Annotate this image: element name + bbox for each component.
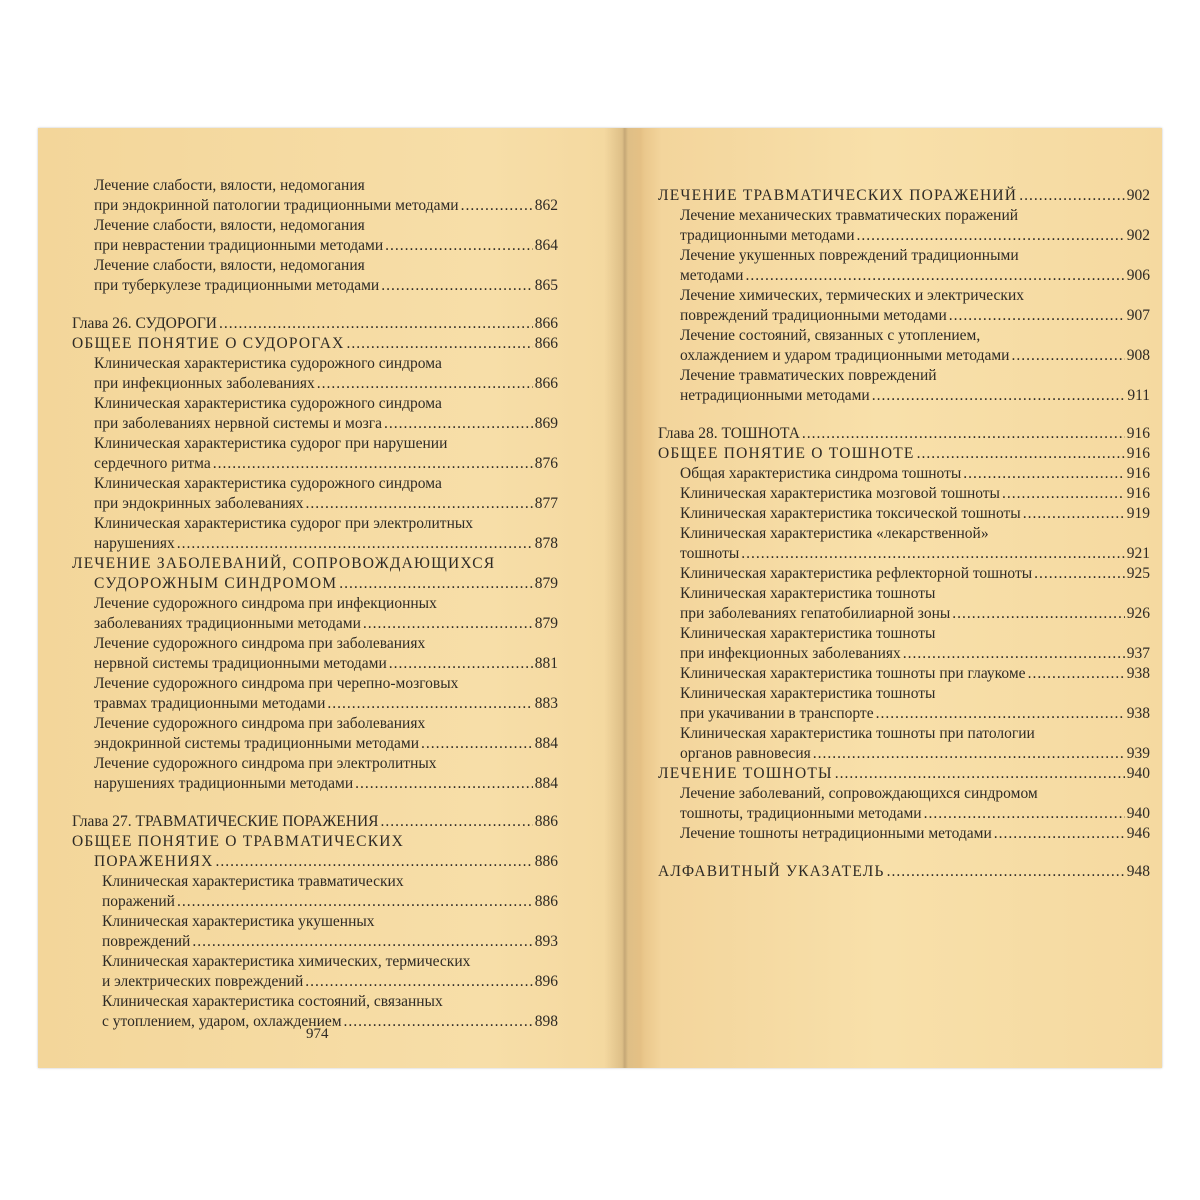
toc-entry-page: 866 [534,335,558,352]
toc-entry-page: 886 [534,853,558,870]
toc-entry-title: Лечение заболеваний, сопровождающихся синдромом [680,785,1038,802]
toc-entry-page: 881 [534,655,558,672]
toc-entry [72,494,558,514]
toc-entry-title: при инфекционных заболеваниях [680,645,901,662]
toc-entry-title: при неврастении традиционными методами [94,237,384,254]
toc-entry-page: 896 [534,973,558,990]
toc-entry [72,972,558,992]
toc-leader-dots [741,544,1124,564]
toc-entry [72,852,558,872]
toc-entry [72,574,558,594]
toc-entry [72,654,558,674]
toc-entry [72,554,558,574]
toc-leader-dots [1034,564,1125,584]
toc-entry [658,206,1150,226]
toc-entry-title: Клиническая характеристика мозговой тошноты [680,485,1000,502]
toc-entry-page: 925 [1126,565,1150,582]
toc-leader-dots [389,654,533,674]
toc-leader-dots [917,444,1125,464]
toc-entry-page: 940 [1126,765,1150,782]
toc-entry [658,346,1150,366]
toc-entry-title: Клиническая характеристика травматических [102,873,404,890]
toc-entry [658,824,1150,844]
toc-entry-page: 921 [1126,545,1150,562]
toc-leader-dots [994,824,1125,844]
toc-entry [658,424,1150,444]
toc-entry-title: Клиническая характеристика тошноты при глаукоме [680,665,1026,682]
toc-entry-title: Клиническая характеристика токсической тошноты [680,505,1021,522]
toc-leader-dots [887,862,1125,882]
toc-entry-page: 937 [1126,645,1150,662]
toc-entry [658,804,1150,824]
toc-entry [658,564,1150,584]
toc-entry-page: 877 [534,495,558,512]
toc-entry-title: при туберкулезе традиционными методами [94,277,380,294]
toc-entry [72,314,558,334]
toc-entry [72,394,558,414]
toc-entry-title: ЛЕЧЕНИЕ ЗАБОЛЕВАНИЙ, СОПРОВОЖДАЮЩИХСЯ [72,555,496,572]
toc-entry-page: 884 [534,775,558,792]
toc-entry-title: ОБЩЕЕ ПОНЯТИЕ О ТОШНОТЕ [658,445,915,462]
toc-leader-dots [305,972,533,992]
toc-entry [658,544,1150,564]
toc-entry [658,624,1150,644]
toc-entry-title: Лечение судорожного синдрома при заболеваниях [94,715,426,732]
toc-entry-title: тошноты [680,545,740,562]
page-number: 974 [306,1026,329,1042]
toc-entry-title: Клиническая характеристика судорожного синдрома [94,355,442,372]
toc-leader-dots [306,494,533,514]
toc-entry-title: эндокринной системы традиционными методами [94,735,420,752]
toc-entry-page: 919 [1126,505,1150,522]
toc-entry-page: 879 [534,575,558,592]
toc-entry [72,812,558,832]
toc-entry-title: ОБЩЕЕ ПОНЯТИЕ О СУДОРОГАХ [72,335,345,352]
toc-entry [72,892,558,912]
toc-entry [72,694,558,714]
toc-entry [72,334,558,354]
toc-entry-page: 869 [534,415,558,432]
toc-entry [658,704,1150,724]
toc-entry-page: 862 [534,197,558,214]
toc-entry-page: 911 [1127,387,1150,404]
toc-entry-page: 865 [534,277,558,294]
toc-entry-title: нетрадиционными методами [680,387,870,404]
toc-entry [658,386,1150,406]
toc-entry [658,246,1150,266]
toc-entry-title: Клиническая характеристика тошноты [680,585,936,602]
toc-entry-page: 876 [534,455,558,472]
toc-entry-title: и электрических повреждений [102,973,304,990]
toc-entry [72,434,558,454]
toc-entry-title: АЛФАВИТНЫЙ УКАЗАТЕЛЬ [658,863,885,880]
toc-entry-title: нарушениях [94,535,175,552]
toc-entry-page: 938 [1126,705,1150,722]
toc-entry-title: Лечение укушенных повреждений традиционными [680,247,1019,264]
toc-leader-dots [385,236,533,256]
toc-entry-title: Клиническая характеристика рефлекторной тошноты [680,565,1033,582]
toc-entry-title: Лечение слабости, вялости, недомогания [94,257,365,274]
toc-entry-page: 938 [1126,665,1150,682]
toc-entry [658,524,1150,544]
toc-entry-page: 866 [534,315,558,332]
toc-entry-title: при укачивании в транспорте [680,705,874,722]
toc-entry-page: 916 [1126,425,1150,442]
toc-entry [658,484,1150,504]
toc-entry [72,614,558,634]
section-gap [72,794,558,812]
toc-entry-title: Клиническая характеристика тошноты при патологии [680,725,1035,742]
table-of-contents-left [72,176,558,1032]
toc-leader-dots [1011,346,1124,366]
section-gap [72,296,558,314]
toc-entry [72,594,558,614]
toc-leader-dots [192,932,532,952]
toc-leader-dots [963,464,1124,484]
toc-entry [72,374,558,394]
toc-entry-title: при заболеваниях нервной системы и мозга [94,415,382,432]
toc-entry [72,774,558,794]
toc-entry-page: 908 [1126,347,1150,364]
toc-entry [658,862,1150,882]
toc-entry-title: Клиническая характеристика «лекарственной» [680,525,989,542]
toc-entry [72,634,558,654]
toc-entry-title: ЛЕЧЕНИЕ ТРАВМАТИЧЕСКИХ ПОРАЖЕНИЙ [658,187,1018,204]
toc-entry [658,286,1150,306]
toc-entry-title: охлаждением и ударом традиционными методами [680,347,1010,364]
toc-entry [72,276,558,296]
toc-leader-dots [219,314,533,334]
toc-entry-title: ПОРАЖЕНИЯХ [94,853,214,870]
toc-entry [658,744,1150,764]
toc-leader-dots [381,276,533,296]
section-gap [658,406,1150,424]
toc-entry [658,366,1150,386]
toc-entry-title: Лечение судорожного синдрома при заболеваниях [94,635,426,652]
toc-entry-title: Клиническая характеристика тошноты [680,685,936,702]
toc-entry-title: Лечение состояний, связанных с утоплением, [680,327,981,344]
toc-leader-dots [903,644,1125,664]
toc-leader-dots [421,734,533,754]
toc-leader-dots [347,334,533,354]
toc-entry-title: Лечение тошноты нетрадиционными методами [680,825,992,842]
toc-entry-page: 916 [1126,485,1150,502]
toc-entry [72,872,558,892]
toc-entry [658,684,1150,704]
toc-entry [72,196,558,216]
toc-entry-page: 907 [1126,307,1150,324]
toc-leader-dots [745,266,1124,286]
toc-entry-page: 878 [534,535,558,552]
toc-entry-page: 902 [1126,187,1150,204]
toc-entry-title: Лечение судорожного синдрома при инфекционных [94,595,437,612]
toc-entry-title: Клиническая характеристика судорожного синдрома [94,395,442,412]
toc-entry-title: ЛЕЧЕНИЕ ТОШНОТЫ [658,765,833,782]
toc-entry-page: 940 [1126,805,1150,822]
toc-entry [658,326,1150,346]
toc-leader-dots [1019,186,1125,206]
toc-entry [658,664,1150,684]
toc-entry-page: 879 [534,615,558,632]
toc-entry [658,724,1150,744]
toc-entry-page: 939 [1126,745,1150,762]
toc-entry-page: 916 [1126,445,1150,462]
toc-leader-dots [872,386,1126,406]
toc-entry [72,256,558,276]
toc-entry [72,734,558,754]
toc-entry [658,306,1150,326]
toc-entry-title: Лечение слабости, вялости, недомогания [94,177,365,194]
toc-leader-dots [177,892,533,912]
toc-entry [72,912,558,932]
toc-entry-title: Лечение травматических повреждений [680,367,937,384]
toc-entry-title: повреждений [102,933,191,950]
toc-entry-title: органов равновесия [680,745,811,762]
toc-entry [658,784,1150,804]
toc-entry-title: ОБЩЕЕ ПОНЯТИЕ О ТРАВМАТИЧЕСКИХ [72,833,405,850]
toc-entry [72,414,558,434]
toc-entry-title: Лечение механических травматических поражений [680,207,1019,224]
toc-leader-dots [952,604,1124,624]
toc-leader-dots [384,414,533,434]
toc-leader-dots [213,454,533,474]
toc-entry-title: Клиническая характеристика тошноты [680,625,936,642]
toc-entry [72,714,558,734]
table-of-contents-right [658,186,1150,882]
toc-entry-title: нервной системы традиционными методами [94,655,387,672]
toc-entry-title: традиционными методами [680,227,855,244]
toc-entry-title: Клиническая характеристика судорожного синдрома [94,475,442,492]
section-gap [658,844,1150,862]
toc-entry-page: 883 [534,695,558,712]
toc-entry-title: Клиническая характеристика судорог при нарушении [94,435,448,452]
toc-entry-page: 916 [1126,465,1150,482]
toc-entry-title: Клиническая характеристика химических, термических [102,953,471,970]
toc-entry-title: тошноты, традиционными методами [680,805,922,822]
toc-entry [658,604,1150,624]
toc-entry [72,832,558,852]
toc-entry [658,644,1150,664]
toc-leader-dots [876,704,1125,724]
toc-entry [658,464,1150,484]
toc-entry-title: при заболеваниях гепатобилиарной зоны [680,605,951,622]
toc-entry [658,186,1150,206]
toc-entry-title: методами [680,267,744,284]
toc-entry [72,952,558,972]
open-book [38,128,1162,1068]
toc-entry-title: Клиническая характеристика судорог при электролитных [94,515,474,532]
toc-entry [658,504,1150,524]
toc-entry [72,514,558,534]
toc-entry [658,584,1150,604]
toc-entry-page: 886 [534,893,558,910]
toc-entry-title: при инфекционных заболеваниях [94,375,315,392]
toc-entry-title: поражений [102,893,175,910]
toc-leader-dots [339,574,533,594]
toc-leader-dots [381,812,533,832]
toc-entry-title: Общая характеристика синдрома тошноты [680,465,962,482]
toc-entry [658,444,1150,464]
toc-entry-title: Клиническая характеристика состояний, связанных [102,993,443,1010]
toc-leader-dots [216,852,533,872]
toc-entry [72,534,558,554]
toc-leader-dots [344,1012,533,1032]
toc-entry-page: 884 [534,735,558,752]
toc-entry-title: Глава 28. ТОШНОТА [658,425,800,442]
toc-entry [72,236,558,256]
toc-leader-dots [177,534,533,554]
toc-leader-dots [1023,504,1125,524]
toc-entry [72,754,558,774]
toc-entry-title: с утоплением, ударом, охлаждением [102,1013,342,1030]
toc-entry [72,354,558,374]
toc-entry-page: 898 [534,1013,558,1030]
toc-entry-title: Лечение судорожного синдрома при электролитных [94,755,437,772]
toc-entry-title: Клиническая характеристика укушенных [102,913,375,930]
toc-entry-title: при эндокринных заболеваниях [94,495,304,512]
toc-leader-dots [355,774,533,794]
toc-entry [658,764,1150,784]
toc-entry-title: при эндокринной патологии традиционными методами [94,197,459,214]
toc-entry-page: 886 [534,813,558,830]
toc-entry-title: Глава 27. ТРАВМАТИЧЕСКИЕ ПОРАЖЕНИЯ [72,813,379,830]
toc-entry-title: сердечного ритма [94,455,211,472]
toc-entry [72,176,558,196]
toc-entry [658,266,1150,286]
toc-entry [72,674,558,694]
toc-entry-title: травмах традиционными методами [94,695,326,712]
toc-entry-page: 864 [534,237,558,254]
toc-leader-dots [857,226,1125,246]
toc-leader-dots [327,694,532,714]
toc-leader-dots [1002,484,1125,504]
toc-entry [72,474,558,494]
toc-leader-dots [461,196,533,216]
toc-leader-dots [1028,664,1125,684]
toc-entry-page: 902 [1126,227,1150,244]
toc-entry-title: Глава 26. СУДОРОГИ [72,315,217,332]
toc-entry-title: Лечение судорожного синдрома при черепно-мозговых [94,675,459,692]
toc-leader-dots [363,614,533,634]
book-gutter [604,128,644,1068]
toc-entry-title: Лечение слабости, вялости, недомогания [94,217,365,234]
toc-leader-dots [924,804,1125,824]
toc-entry-page: 946 [1126,825,1150,842]
toc-entry-page: 926 [1126,605,1150,622]
toc-entry-title: повреждений традиционными методами [680,307,947,324]
toc-entry-title: СУДОРОЖНЫМ СИНДРОМОМ [94,575,338,592]
toc-entry-page: 906 [1126,267,1150,284]
toc-entry-title: Лечение химических, термических и электрических [680,287,1025,304]
toc-entry [72,454,558,474]
toc-leader-dots [813,744,1125,764]
toc-entry [72,932,558,952]
toc-entry-title: заболеваниях традиционными методами [94,615,361,632]
toc-entry-page: 893 [534,933,558,950]
toc-entry [72,992,558,1012]
toc-entry-page: 866 [534,375,558,392]
toc-leader-dots [317,374,533,394]
toc-entry [72,216,558,236]
toc-leader-dots [802,424,1125,444]
toc-leader-dots [835,764,1125,784]
toc-entry-page: 948 [1126,863,1150,880]
toc-leader-dots [949,306,1125,326]
toc-entry-title: нарушениях традиционными методами [94,775,354,792]
toc-entry [658,226,1150,246]
